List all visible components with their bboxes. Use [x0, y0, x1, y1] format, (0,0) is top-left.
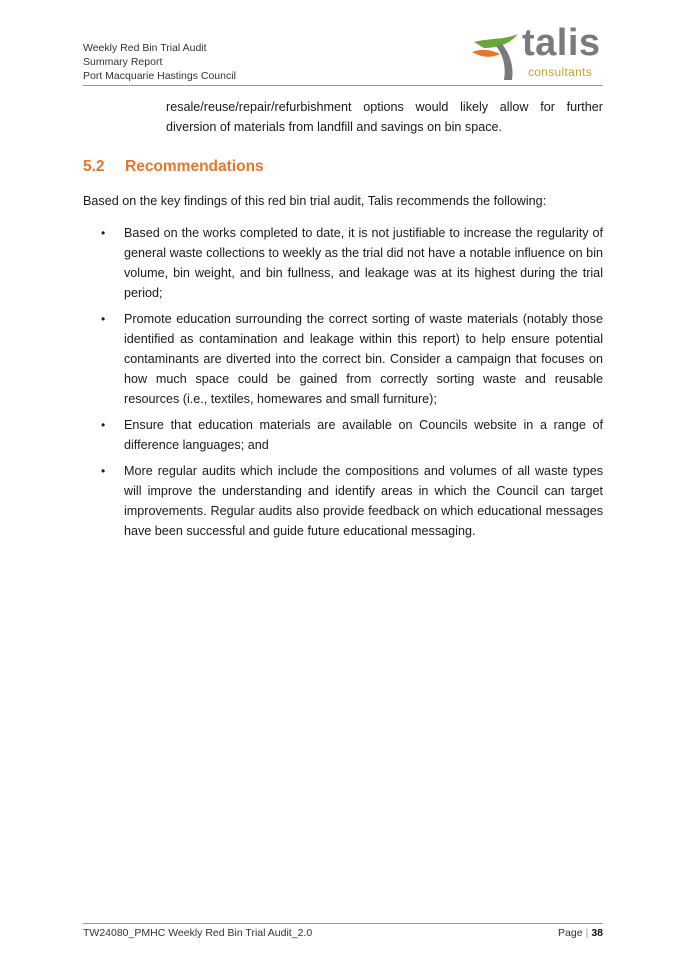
list-item [83, 415, 603, 455]
bullet-icon: • [101, 312, 106, 326]
header-report-subtitle: Summary Report [83, 56, 163, 68]
logo-stem [496, 44, 513, 80]
logo-leaf-orange [472, 50, 500, 57]
section-title: Recommendations [125, 158, 264, 175]
page-separator: | [585, 927, 589, 939]
list-item [83, 223, 603, 303]
running-header [83, 41, 236, 83]
bullet-icon: • [101, 464, 106, 478]
list-item-text: Ensure that education materials are available on Councils website in a range of difference languages; and [124, 418, 603, 452]
intro-paragraph: Based on the key findings of this red bin trial audit, Talis recommends the following: [83, 194, 547, 208]
logo-wordmark: talis [522, 22, 601, 64]
list-item-text: Based on the works completed to date, it is not justifiable to increase the regularity of general waste collections to weekly as the trial did not have a notable influence on bin volume, bin weight, and bin fullness, and leakage was at its highest during the trial period; [124, 226, 603, 300]
list-item-text: More regular audits which include the compositions and volumes of all waste types will improve the understanding and identify areas in which the Council can target improvements. Regular audits also provide feedback on which educational messages have been successful and guide future educational messaging. [124, 464, 603, 538]
talis-logo-icon [470, 30, 530, 82]
talis-logo [470, 22, 605, 82]
section-heading [83, 158, 264, 176]
list-item [83, 461, 603, 541]
footer-document-reference: TW24080_PMHC Weekly Red Bin Trial Audit_2.0 [83, 927, 313, 939]
bullet-icon: • [101, 226, 106, 240]
footer-divider [83, 923, 603, 924]
recommendations-list [83, 223, 603, 547]
page-number-block [558, 927, 603, 939]
logo-leaf-green [474, 34, 518, 48]
logo-subtitle: consultants [528, 65, 593, 79]
header-report-title: Weekly Red Bin Trial Audit [83, 42, 207, 54]
section-number: 5.2 [83, 158, 105, 175]
list-item-text: Promote education surrounding the correct sorting of waste materials (notably those identified as contamination and leakage within this report) to help ensure potential contaminants are diverted into the correct bin. Consider a campaign that focuses on how much space could be gained from correctly sorting waste and reusable resources (i.e., textiles, homewares and small furniture); [124, 312, 603, 406]
page-number: 38 [591, 927, 603, 939]
header-client-name: Port Macquarie Hastings Council [83, 70, 236, 82]
list-item [83, 309, 603, 409]
page-label: Page [558, 927, 583, 939]
continuation-paragraph: resale/reuse/repair/refurbishment options would likely allow for further diversion of materials from landfill and savings on bin space. [166, 100, 603, 134]
bullet-icon: • [101, 418, 106, 432]
header-divider [83, 85, 603, 86]
